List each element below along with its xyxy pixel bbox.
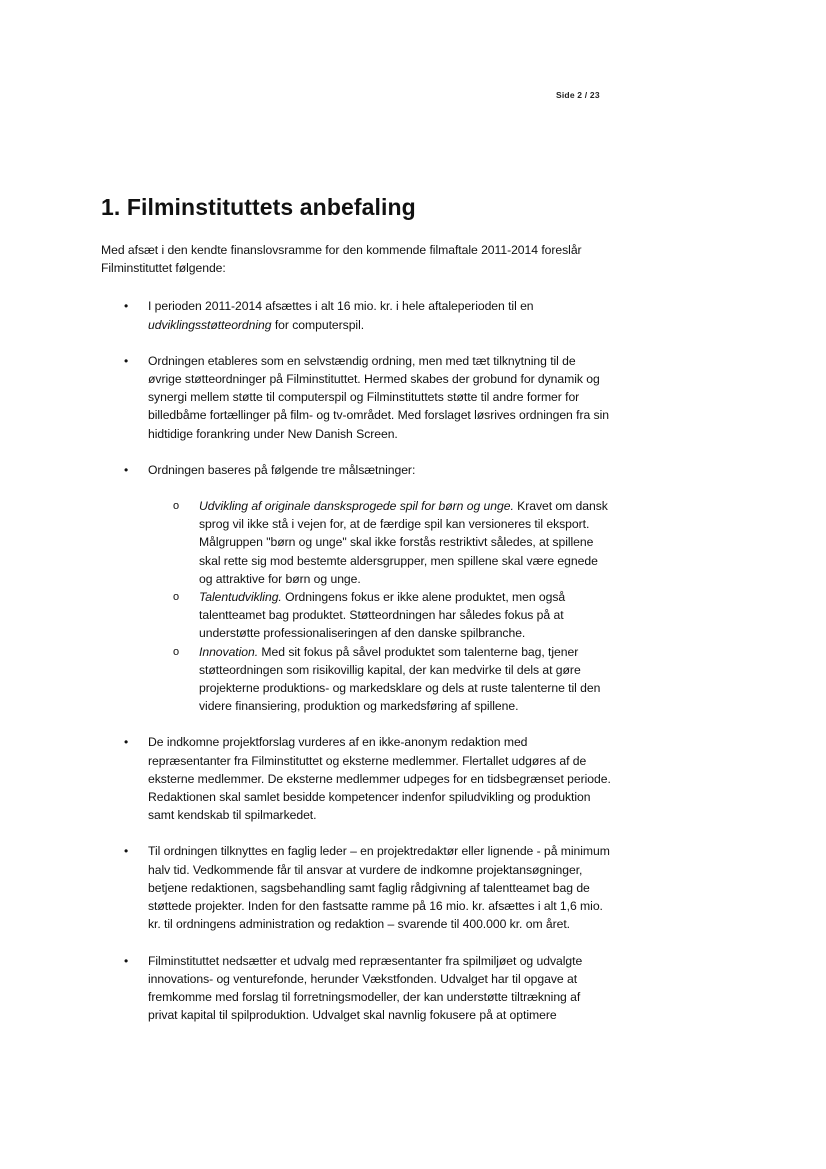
bullet-text: for computerspil. bbox=[271, 317, 365, 332]
sub-list-item bbox=[148, 588, 611, 643]
recommendation-list bbox=[101, 297, 611, 1024]
page-number: Side 2 / 23 bbox=[556, 90, 600, 100]
emphasis-term: Talentudvikling. bbox=[199, 590, 282, 605]
bullet-text: Filminstituttet nedsætter et udvalg med repræsentanter fra spilmiljøet og udvalgte innovations- og venturefonde, herunder Vækstfonden. Udvalget har til opgave at fremkomme med forslag til forretningsmodeller, der kan understøtte tiltrækning af privat kapital til spilproduktion. Udvalget skal navnlig fokusere på at optimere bbox=[148, 953, 583, 1023]
section-heading: 1. Filminstituttets anbefaling bbox=[101, 194, 416, 220]
list-item bbox=[101, 952, 611, 1025]
intro-paragraph: Med afsæt i den kendte finanslovsramme for den kommende filmaftale 2011-2014 foreslår Filminstituttet følgende: bbox=[101, 243, 582, 276]
bullet-text: Ordningen etableres som en selvstændig ordning, men med tæt tilknytning til de øvrige støtteordninger på Filminstituttet. Hermed skabes der grobund for dynamik og synergi mellem støtte til computerspil og Filminstituttets støtte til andre former for billedbåme fortællinger på film- og tv-området. Med forslaget løsrives ordningen fra sin hidtidige forankring under New Danish Screen. bbox=[148, 353, 609, 441]
bullet-text: Til ordningen tilknyttes en faglig leder – en projektredaktør eller lignende - på minimum halv tid. Vedkommende får til ansvar at vurdere de indkomne projektansøgninger, betjene redaktionen, sagsbehandling samt faglig rådgivning af talentteamet bag de støttede projekter. Inden for den fastsatte ramme på 16 mio. kr. afsættes i alt 1,6 mio. kr. til ordningens administration og redaktion – svarende til 400.000 kr. om året. bbox=[148, 844, 610, 932]
bullet-text: Ordningen baseres på følgende tre målsætninger: bbox=[148, 462, 416, 477]
bullet-text: I perioden 2011-2014 afsættes i alt 16 mio. kr. i hele aftaleperioden til en bbox=[148, 299, 534, 314]
sub-item-text: Med sit fokus på såvel produktet som talenterne bag, tjener støtteordningen som risikovillig kapital, der kan medvirke til dels at gøre projekterne produktions- og markedsklare og dels at ruste talenterne til den videre finansiering, produktion og markedsføring af spillene. bbox=[199, 644, 601, 714]
list-item bbox=[101, 733, 611, 824]
emphasis-term: Innovation. bbox=[199, 644, 259, 659]
emphasis-term: udviklingsstøtteordning bbox=[148, 317, 272, 332]
document-body bbox=[101, 241, 611, 1042]
objectives-sublist bbox=[148, 497, 611, 715]
sub-list-item bbox=[148, 497, 611, 588]
sub-item-text: Kravet om dansk sprog vil ikke stå i vejen for, at de færdige spil kan versioneres til eksport. Målgruppen "børn og unge" skal ikke forstås restriktivt således, at spillene skal rette sig mod bestemte aldersgrupper, men spillene skal være egnede og attraktive for børn og unge. bbox=[199, 499, 608, 586]
bullet-text: De indkomne projektforslag vurderes af en ikke-anonym redaktion med repræsentanter fra Filminstituttet og eksterne medlemmer. Flertallet udgøres af de eksterne medlemmer. De eksterne medlemmer udpeges for en tidsbegrænset periode. Redaktionen skal samlet besidde kompetencer indenfor spiludvikling og produktion samt kendskab til spilmarkedet. bbox=[148, 735, 611, 823]
emphasis-term: Udvikling af originale dansksprogede spil for børn og unge. bbox=[199, 499, 514, 514]
list-item bbox=[101, 352, 611, 443]
sub-list-item bbox=[148, 643, 611, 716]
sub-item-text: Ordningens fokus er ikke alene produktet, men også talentteamet bag produktet. Støtteordningen har således fokus på at understøtte professionaliseringen af den danske spilbranche. bbox=[199, 590, 566, 641]
list-item bbox=[101, 842, 611, 933]
list-item bbox=[101, 461, 611, 716]
list-item bbox=[101, 297, 611, 333]
